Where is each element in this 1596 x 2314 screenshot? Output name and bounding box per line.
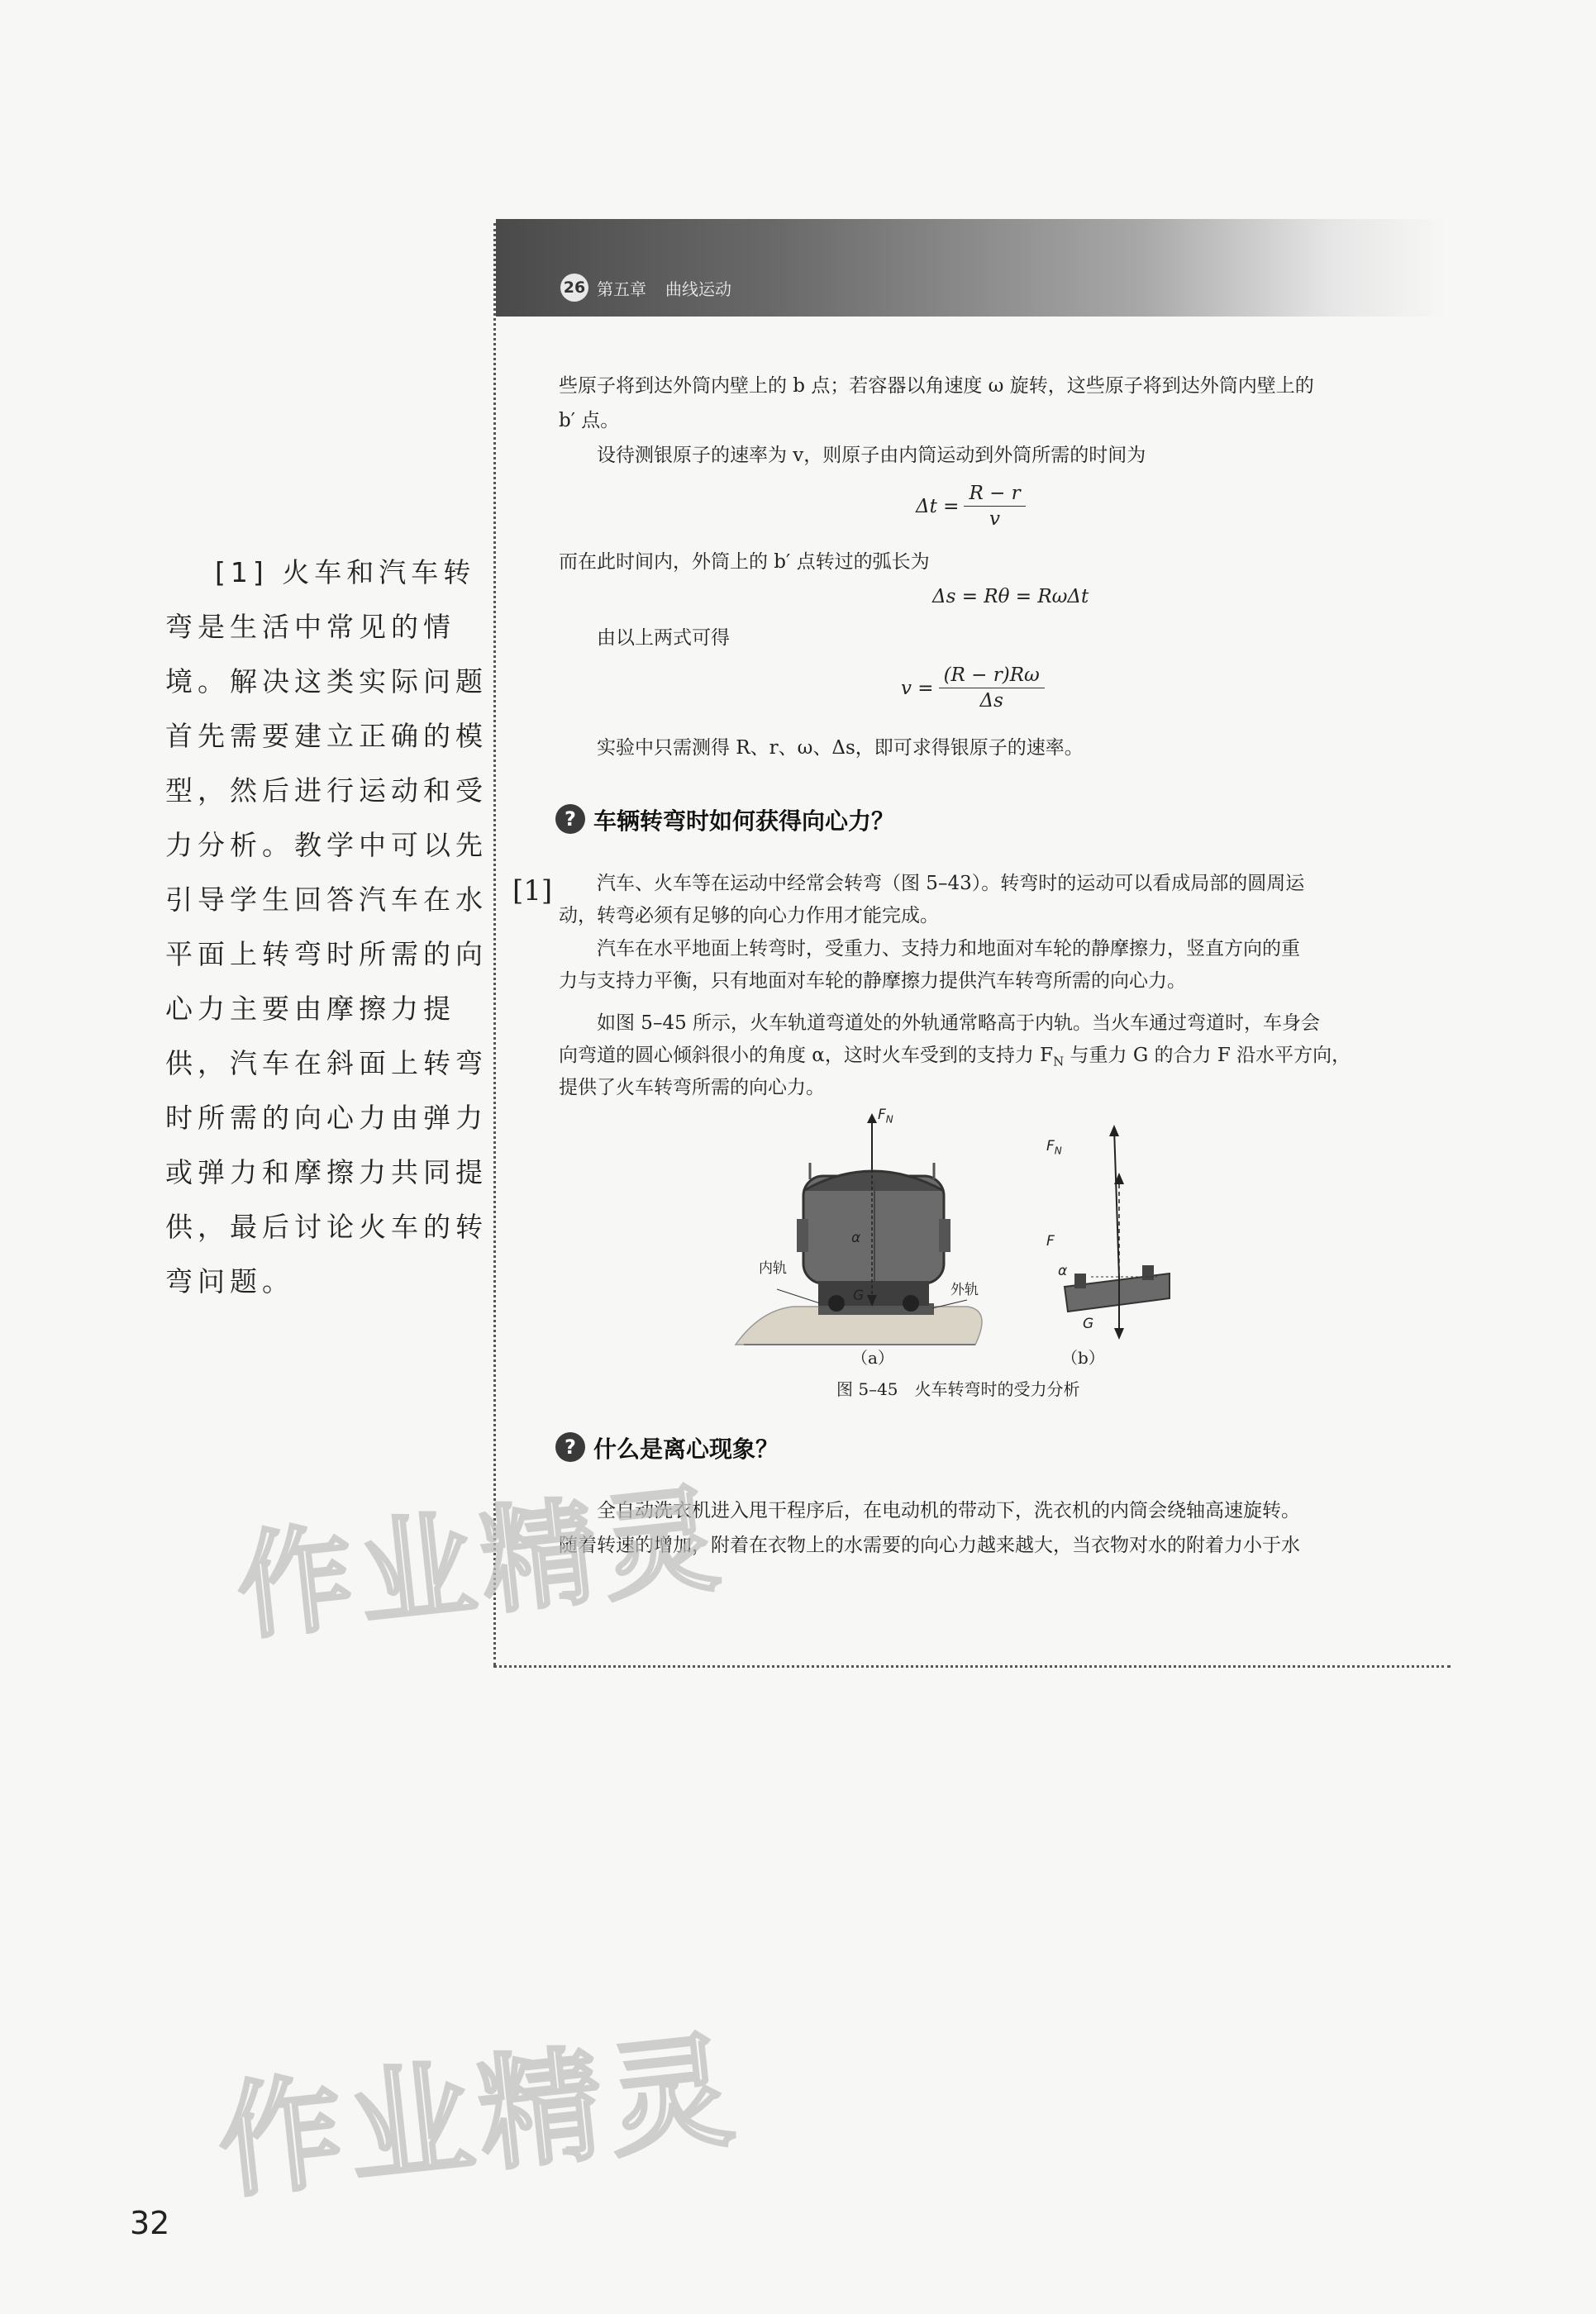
margin-note-line: 供，汽车在斜面上转弯	[165, 1047, 488, 1079]
dotted-divider-vertical	[493, 223, 496, 1665]
question-icon: ?	[555, 1432, 585, 1462]
watermark: 作业精灵	[231, 1471, 732, 1657]
equation-lhs: v =	[901, 677, 934, 699]
fn-subscript: N	[885, 1113, 893, 1126]
equation-delta-t	[916, 483, 1026, 530]
margin-note-line: 平面上转弯时所需的向	[165, 938, 488, 970]
question-icon: ?	[555, 804, 585, 834]
section-heading: 车辆转弯时如何获得向心力？	[593, 807, 895, 835]
watermark: 作业精灵	[212, 2018, 746, 2216]
outer-rail	[1142, 1265, 1154, 1280]
text-line: 些原子将到达外筒内壁上的 b 点；若容器以角速度 ω 旋转，这些原子将到达外筒内壁上的	[559, 375, 1314, 397]
chapter-title: 曲线运动	[665, 279, 731, 299]
label-g-b: G	[1083, 1316, 1094, 1332]
text-line: b′ 点。	[559, 410, 620, 431]
dotted-divider-horizontal	[493, 1665, 1451, 1668]
label-inner-rail: 内轨	[759, 1260, 787, 1277]
subfigure-label-a: （a）	[851, 1348, 894, 1368]
force-diagram	[1065, 1125, 1170, 1340]
text-line: 实验中只需测得 R、r、ω、Δs，即可求得银原子的速率。	[597, 737, 1084, 759]
fn-letter: F	[1046, 1138, 1055, 1155]
text-line: 动，转弯必须有足够的向心力作用才能完成。	[559, 905, 939, 926]
margin-note-line: 供，最后讨论火车的转	[165, 1211, 488, 1243]
text-line: 设待测银原子的速率为 v，则原子由内筒运动到外筒所需的时间为	[597, 445, 1146, 466]
label-fn-a	[878, 1107, 893, 1125]
train-illustration	[736, 1113, 982, 1345]
text-line: 力与支持力平衡，只有地面对车轮的静摩擦力提供汽车转弯所需的向心力。	[559, 970, 1186, 992]
fraction-denominator: v	[989, 508, 1001, 530]
equation-velocity	[901, 664, 1045, 712]
margin-note-line: 时所需的向心力由弹力	[165, 1102, 488, 1134]
text-line: 汽车、火车等在运动中经常会转弯（图 5–43）。转弯时的运动可以看成局部的圆周运	[597, 873, 1305, 894]
margin-note-line: 弯问题。	[165, 1265, 294, 1297]
equation-delta-s: Δs = Rθ = RωΔt	[932, 586, 1089, 607]
page-badge: 26	[560, 274, 588, 302]
margin-note-line: [1] 火车和汽车转	[215, 556, 476, 588]
label-g-a: G	[853, 1288, 865, 1304]
label-fn-b	[1046, 1138, 1062, 1156]
page-number: 32	[130, 2205, 170, 2241]
reference-marker: [1]	[512, 874, 553, 907]
equation-lhs: Δt =	[916, 495, 960, 517]
text-line: 随着转速的增加，附着在衣物上的水需要的向心力越来越大，当衣物对水的附着力小于水	[559, 1535, 1300, 1556]
fraction	[964, 483, 1025, 530]
text-span: 向弯道的圆心倾斜很小的角度 α，这时火车受到的支持力 F	[559, 1045, 1054, 1066]
margin-note	[165, 551, 488, 1315]
label-alpha-a: α	[851, 1230, 861, 1246]
text-span: 与重力 G 的合力 F 沿水平方向，	[1064, 1045, 1351, 1066]
fraction-numerator: R − r	[964, 483, 1025, 507]
subscript: N	[1053, 1054, 1065, 1069]
text-line: 提供了火车转弯所需的向心力。	[559, 1077, 825, 1098]
figure-caption: 图 5–45 火车转弯时的受力分析	[836, 1379, 1080, 1399]
margin-note-line: 弯是生活中常见的情	[165, 611, 455, 643]
fn-subscript: N	[1054, 1145, 1062, 1157]
train-force-figure	[727, 1112, 1174, 1368]
fraction-denominator: Δs	[979, 690, 1003, 712]
chapter-label: 第五章	[597, 279, 646, 299]
inner-rail	[1074, 1274, 1086, 1288]
margin-note-line: 型，然后进行运动和受	[165, 774, 488, 807]
label-outer-rail: 外轨	[950, 1282, 979, 1298]
label-alpha-b: α	[1058, 1263, 1068, 1279]
fn-vector	[1114, 1128, 1119, 1278]
text-line	[559, 1043, 1351, 1074]
margin-note-line: 心力主要由摩擦力提	[165, 993, 455, 1025]
fn-letter: F	[878, 1107, 886, 1123]
label-f-b: F	[1046, 1233, 1055, 1250]
text-line: 如图 5–45 所示，火车轨道弯道处的外轨通常略高于内轨。当火车通过弯道时，车身会	[597, 1012, 1321, 1034]
fraction-numerator: (R − r)Rω	[939, 664, 1045, 688]
chapter-header-band	[496, 219, 1446, 317]
text-line: 汽车在水平地面上转弯时，受重力、支持力和地面对车轮的静摩擦力，竖直方向的重	[597, 938, 1300, 959]
margin-note-line: 或弹力和摩擦力共同提	[165, 1156, 488, 1188]
margin-note-line: 境。解决这类实际问题	[165, 665, 488, 698]
section-heading: 什么是离心现象？	[593, 1436, 779, 1463]
margin-note-line: 力分析。教学中可以先	[165, 829, 488, 861]
text-line: 由以上两式可得	[597, 627, 730, 649]
fraction	[939, 664, 1045, 712]
text-line: 而在此时间内，外筒上的 b′ 点转过的弧长为	[559, 551, 930, 573]
margin-note-line: 首先需要建立正确的模	[165, 720, 488, 752]
margin-note-line: 引导学生回答汽车在水	[165, 883, 488, 916]
text-line: 全自动洗衣机进入甩干程序后，在电动机的带动下，洗衣机的内筒会绕轴高速旋转。	[597, 1500, 1300, 1521]
subfigure-label-b: （b）	[1061, 1348, 1105, 1368]
